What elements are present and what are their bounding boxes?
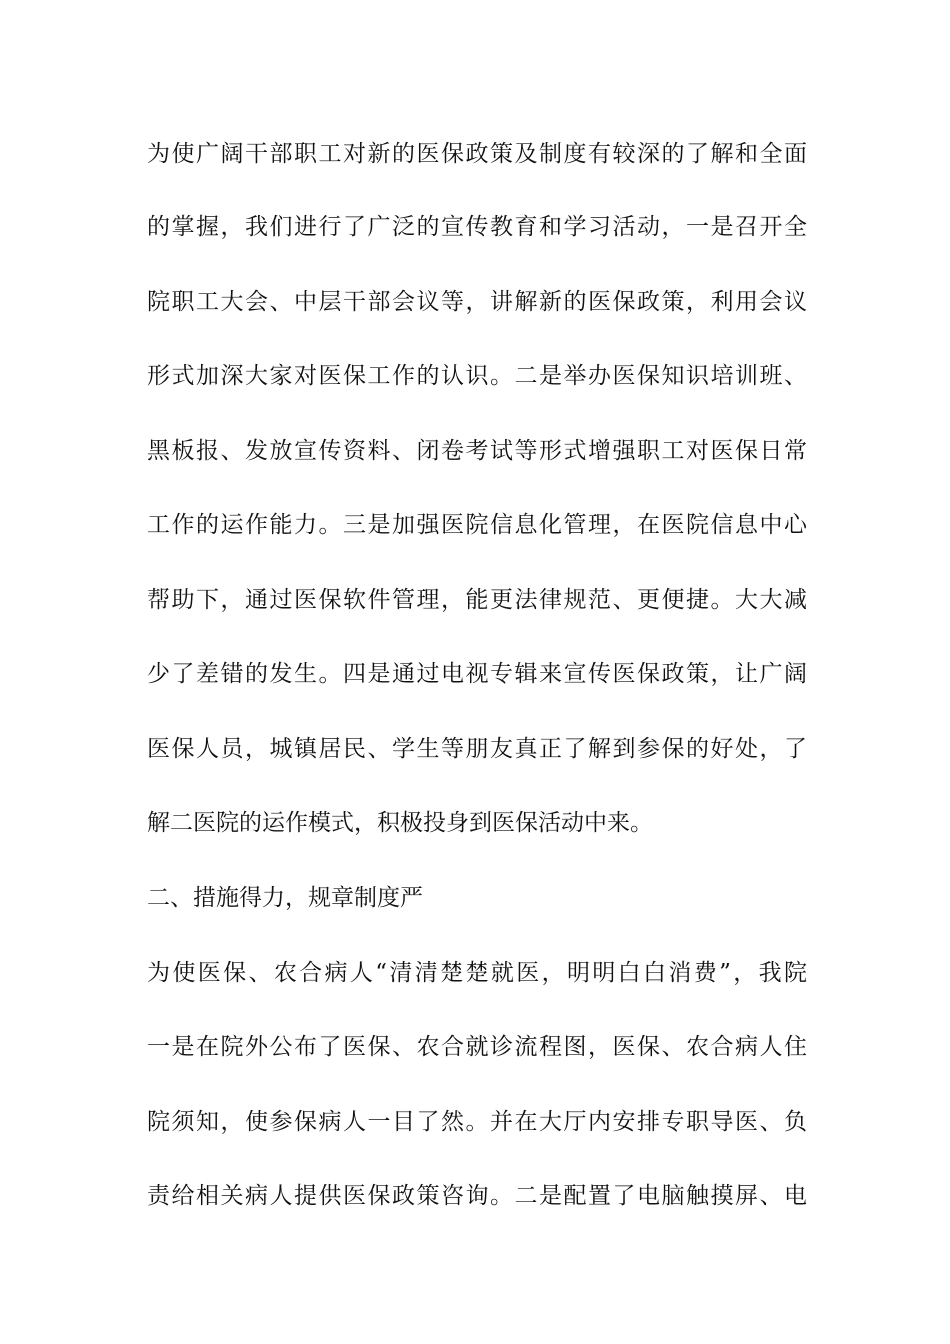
paragraph-line: 黑板报、发放宣传资料、闭卷考试等形式增强职工对医保日常 (147, 438, 807, 464)
paragraph-line: 工作的运作能力。三是加强医院信息化管理，在医院信息中心 (147, 512, 807, 538)
paragraph-line: 院须知，使参保病人一目了然。并在大厅内安排专职导医、负 (147, 1109, 807, 1135)
paragraph-line: 形式加深大家对医保工作的认识。二是举办医保知识培训班、 (147, 363, 807, 389)
paragraph-line: 院职工大会、中层干部会议等，讲解新的医保政策，利用会议 (147, 289, 807, 315)
section-heading: 二、措施得力，规章制度严 (147, 885, 423, 911)
paragraph-line: 的掌握，我们进行了广泛的宣传教育和学习活动，一是召开全 (147, 214, 807, 240)
paragraph-line: 为使广阔干部职工对新的医保政策及制度有较深的了解和全面 (147, 141, 807, 167)
paragraph-line: 帮助下，通过医保软件管理，能更法律规范、更便捷。大大减 (147, 587, 807, 613)
paragraph-line: 医保人员，城镇居民、学生等朋友真正了解到参保的好处，了 (147, 736, 807, 762)
paragraph-line: 解二医院的运作模式，积极投身到医保活动中来。 (147, 810, 653, 836)
paragraph-line: 责给相关病人提供医保政策咨询。二是配置了电脑触摸屏、电 (147, 1183, 807, 1209)
paragraph-line: 一是在院外公布了医保、农合就诊流程图，医保、农合病人住 (147, 1034, 807, 1060)
paragraph-line: 为使医保、农合病人“清清楚楚就医，明明白白消费”，我院 (147, 960, 807, 986)
paragraph-line: 少了差错的发生。四是通过电视专辑来宣传医保政策，让广阔 (147, 661, 807, 687)
